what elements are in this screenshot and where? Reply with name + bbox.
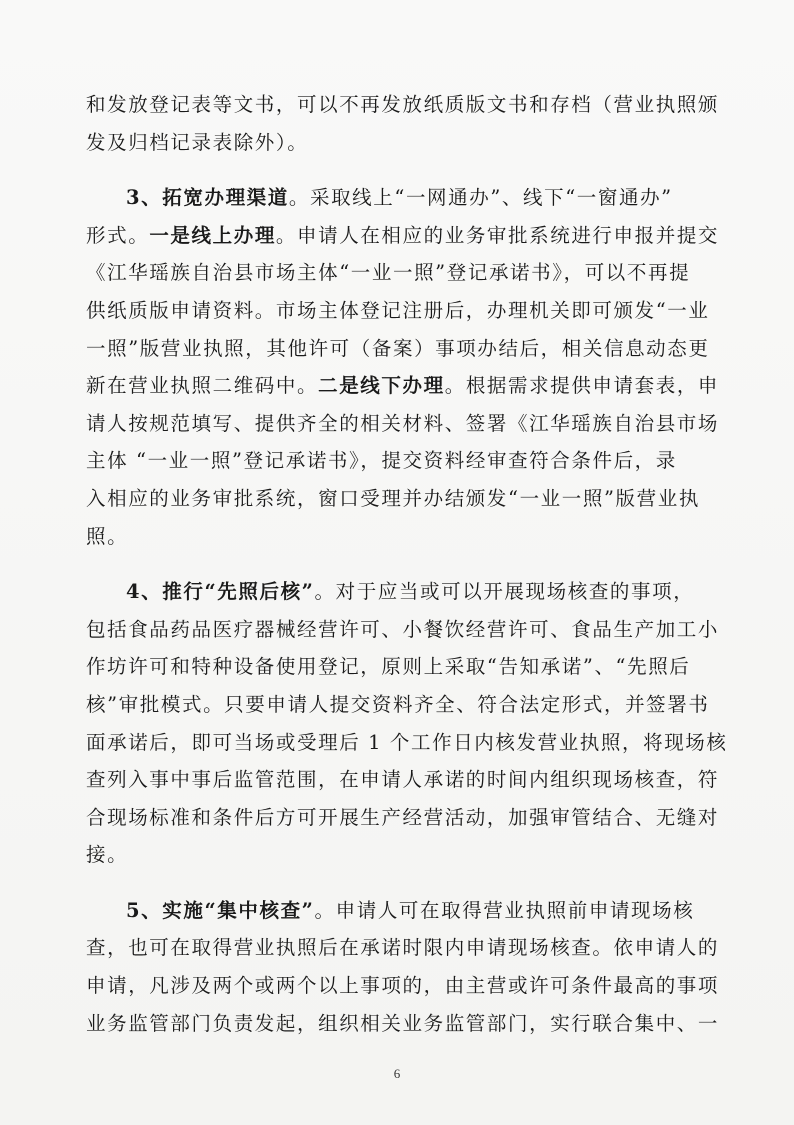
text-line [86, 442, 714, 480]
bold-heading-text: 5、实施“集中核查” [126, 898, 315, 922]
text-line [86, 292, 714, 330]
text-line [86, 124, 714, 162]
text-line [86, 929, 720, 967]
bold-heading-text: 一是线上办理 [149, 223, 276, 247]
body-text: 查，也可在取得营业执照后在承诺时限内申请现场核查。依申请人的 [86, 936, 720, 960]
text-line [86, 611, 720, 649]
body-text: 面承诺后，即可当场或受理后 1 个工作日内核发营业执照，将现场核 [86, 730, 728, 754]
body-text: 作坊许可和特种设备使用登记，原则上采取“告知承诺”、“先照后 [86, 655, 691, 679]
body-text: 和发放登记表等文书，可以不再发放纸质版文书和存档（营业执照颁 [86, 93, 720, 116]
text-line [86, 892, 714, 930]
bold-heading-text: 4、推行“先照后核” [126, 580, 315, 604]
text-line [86, 405, 720, 443]
body-text: 申请，凡涉及两个或两个以上事项的，由主营或许可条件最高的事项 [86, 974, 720, 998]
text-line [86, 967, 720, 1005]
text-line [86, 367, 720, 405]
body-text: 。对于应当或可以开展现场核查的事项， [314, 580, 695, 604]
text-line [86, 799, 720, 837]
body-text: 形式。 [86, 223, 150, 247]
body-text: 接。 [86, 843, 129, 867]
text-line [86, 179, 714, 217]
body-text: 合现场标准和条件后方可开展生产经营活动，加强审管结合、无缝对 [86, 805, 720, 829]
text-line [86, 217, 720, 255]
text-line [86, 836, 714, 874]
text-line [86, 1005, 720, 1043]
body-text: 入相应的业务审批系统，窗口受理并办结颁发“一业一照”版营业执 [86, 486, 700, 510]
body-text: 。采取线上“一网通办”、线下“一窗通办” [288, 186, 673, 210]
body-text: 请人按规范填写、提供齐全的相关材料、签署《江华瑶族自治县市场 [86, 411, 720, 435]
text-line [86, 761, 720, 799]
body-text: 《江华瑶族自治县市场主体“一业一照”登记承诺书》，可以不再提 [86, 261, 691, 285]
text-line [86, 330, 714, 368]
body-text: 一照”版营业执照，其他许可（备案）事项办结后，相关信息动态更 [86, 336, 710, 360]
body-text: 新在营业执照二维码中。 [86, 374, 319, 398]
paragraph-gap [86, 874, 714, 892]
document-body [86, 86, 728, 1042]
text-line [86, 518, 714, 556]
paragraph-gap [86, 555, 714, 573]
body-text: 发及归档记录表除外）。 [86, 130, 309, 154]
body-text: 。申请人在相应的业务审批系统进行申报并提交 [275, 223, 720, 247]
body-text: 包括食品药品医疗器械经营许可、小餐饮经营许可、食品生产加工小 [86, 617, 720, 641]
body-text: 。申请人可在取得营业执照前申请现场核 [314, 898, 695, 922]
body-text: 供纸质版申请资料。市场主体登记注册后，办理机关即可颁发“一业 [86, 298, 710, 322]
body-text: 主体 “一业一照”登记承诺书》，提交资料经审查符合条件后，录 [86, 449, 677, 473]
paragraph-gap [86, 161, 714, 179]
text-line [86, 480, 714, 518]
text-line [86, 686, 714, 724]
body-text: 核”审批模式。只要申请人提交资料齐全、符合法定形式，并签署书 [86, 692, 710, 716]
body-text: 照。 [86, 524, 129, 548]
text-line [86, 573, 714, 611]
text-line [86, 724, 728, 762]
text-line [86, 254, 714, 292]
body-text: 业务监管部门负责发起，组织相关业务监管部门，实行联合集中、一 [86, 1011, 720, 1035]
body-text: 查列入事中事后监管范围，在申请人承诺的时间内组织现场核查，符 [86, 768, 720, 792]
text-line [86, 86, 720, 124]
page-number: 6 [393, 1066, 401, 1081]
bold-heading-text: 二是线下办理 [318, 374, 445, 398]
body-text: 。根据需求提供申请套表，申 [444, 374, 720, 398]
text-line [86, 648, 714, 686]
bold-heading-text: 3、拓宽办理渠道 [126, 186, 289, 210]
